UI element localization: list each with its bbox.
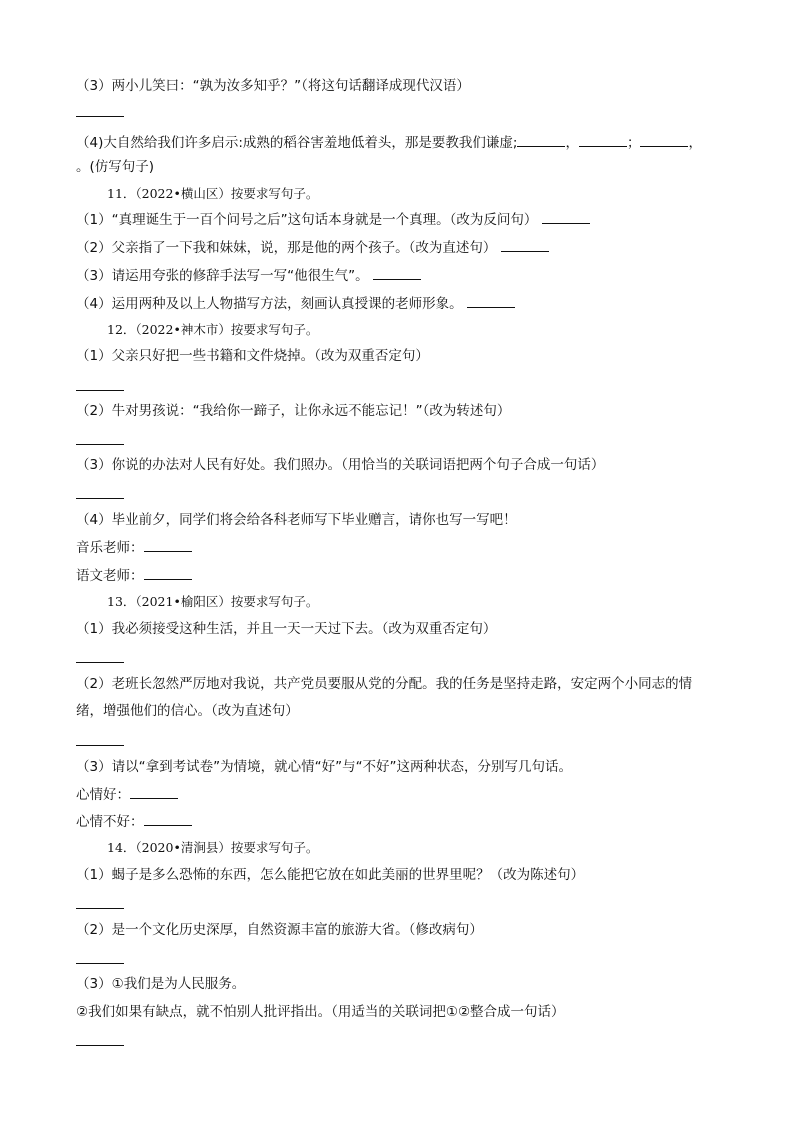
answer-blank[interactable] — [467, 306, 515, 308]
answer-blank[interactable] — [76, 116, 124, 117]
answer-blank[interactable] — [501, 250, 549, 252]
q14-part3-line1: （3）①我们是为人民服务。 — [76, 976, 246, 992]
q14-part2: （2）是一个文化历史深厚，自然资源丰富的旅游大省。（修改病句） — [76, 922, 483, 938]
answer-blank[interactable] — [76, 444, 124, 445]
q13-part2-line2: 绪，增强他们的信心。（改为直述句） — [76, 703, 299, 719]
q12-part2: （2）牛对男孩说：“我给你一蹄子，让你永远不能忘记！”（改为转述句） — [76, 403, 511, 419]
q14-heading: 14．（2020•清涧县）按要求写句子。 — [107, 840, 319, 855]
q10-part3: （3）两小儿笑曰：“孰为汝多知乎？”（将这句话翻译成现代汉语） — [76, 78, 470, 94]
q12-heading: 12．（2022•神木市）按要求写句子。 — [107, 322, 319, 337]
q10-part4-tail: 。(仿写句子) — [76, 159, 155, 175]
q14-part3-line2: ②我们如果有缺点，就不怕别人批评指出。（用适当的关联词把①②整合成一句话） — [76, 1004, 565, 1020]
q13-part1: （1）我必须接受这种生活，并且一天一天过下去。（改为双重否定句） — [76, 621, 497, 637]
answer-blank[interactable] — [542, 222, 590, 224]
answer-blank[interactable] — [640, 145, 688, 147]
answer-blank[interactable] — [76, 963, 124, 964]
punct: ， — [565, 135, 579, 151]
punct: ； — [626, 135, 641, 151]
answer-blank[interactable] — [76, 1045, 124, 1046]
q10-part4-text: （4)大自然给我们许多启示:成熟的稻谷害羞地低着头，那是要教我们谦虚; — [76, 135, 518, 151]
answer-blank[interactable] — [517, 145, 565, 147]
q13-part2-line1: （2）老班长忽然严厉地对我说，共产党员要服从党的分配。我的任务是坚持走路，安定两个小同志的情 — [76, 676, 693, 692]
q11-part4-text: （4）运用两种及以上人物描写方法，刻画认真授课的老师形象。 — [76, 296, 463, 312]
q12-part3: （3）你说的办法对人民有好处。我们照办。（用恰当的关联词语把两个句子合成一句话） — [76, 457, 605, 473]
q14-part1: （1）蝎子是多么恐怖的东西，怎么能把它放在如此美丽的世界里呢？（改为陈述句） — [76, 867, 585, 883]
q11-part1 — [76, 210, 590, 230]
q10-part4-line1 — [76, 133, 702, 153]
q11-part3-text: （3）请运用夸张的修辞手法写一写“他很生气”。 — [76, 268, 369, 284]
answer-blank[interactable] — [373, 278, 421, 280]
answer-blank[interactable] — [144, 550, 192, 552]
answer-blank[interactable] — [144, 824, 192, 826]
answer-blank[interactable] — [76, 662, 124, 663]
answer-blank[interactable] — [144, 578, 192, 580]
punct: ， — [688, 135, 702, 151]
q13-part3: （3）请以“拿到考试卷”为情境，就心情“好”与“不好”这两种状态，分别写几句话。 — [76, 759, 573, 775]
answer-blank[interactable] — [76, 498, 124, 499]
chinese-teacher-line — [76, 566, 192, 586]
music-teacher-line — [76, 538, 192, 558]
q11-part2-text: （2）父亲指了一下我和妹妹，说，那是他的两个孩子。（改为直述句） — [76, 240, 497, 256]
q11-part4 — [76, 294, 515, 314]
answer-blank[interactable] — [76, 745, 124, 746]
q11-part2 — [76, 238, 549, 258]
q13-heading: 13．（2021•榆阳区）按要求写句子。 — [107, 594, 319, 609]
bad-mood-line — [76, 812, 192, 832]
q11-part3 — [76, 266, 421, 286]
chinese-teacher-label: 语文老师： — [76, 568, 144, 584]
good-mood-label: 心情好： — [76, 787, 130, 803]
q12-part4: （4）毕业前夕，同学们将会给各科老师写下毕业赠言，请你也写一写吧！ — [76, 512, 517, 528]
q10-part4-line2 — [76, 157, 154, 177]
q11-part1-text: （1）“真理诞生于一百个问号之后”这句话本身就是一个真理。（改为反问句） — [76, 212, 538, 228]
answer-blank[interactable] — [130, 797, 178, 799]
answer-blank[interactable] — [579, 145, 627, 147]
answer-blank[interactable] — [76, 390, 124, 391]
music-teacher-label: 音乐老师： — [76, 540, 144, 556]
good-mood-line — [76, 785, 178, 805]
answer-blank[interactable] — [76, 908, 124, 909]
q12-part1: （1）父亲只好把一些书籍和文件烧掉。（改为双重否定句） — [76, 348, 429, 364]
bad-mood-label: 心情不好： — [76, 814, 144, 830]
q11-heading: 11．（2022•横山区）按要求写句子。 — [107, 186, 319, 201]
